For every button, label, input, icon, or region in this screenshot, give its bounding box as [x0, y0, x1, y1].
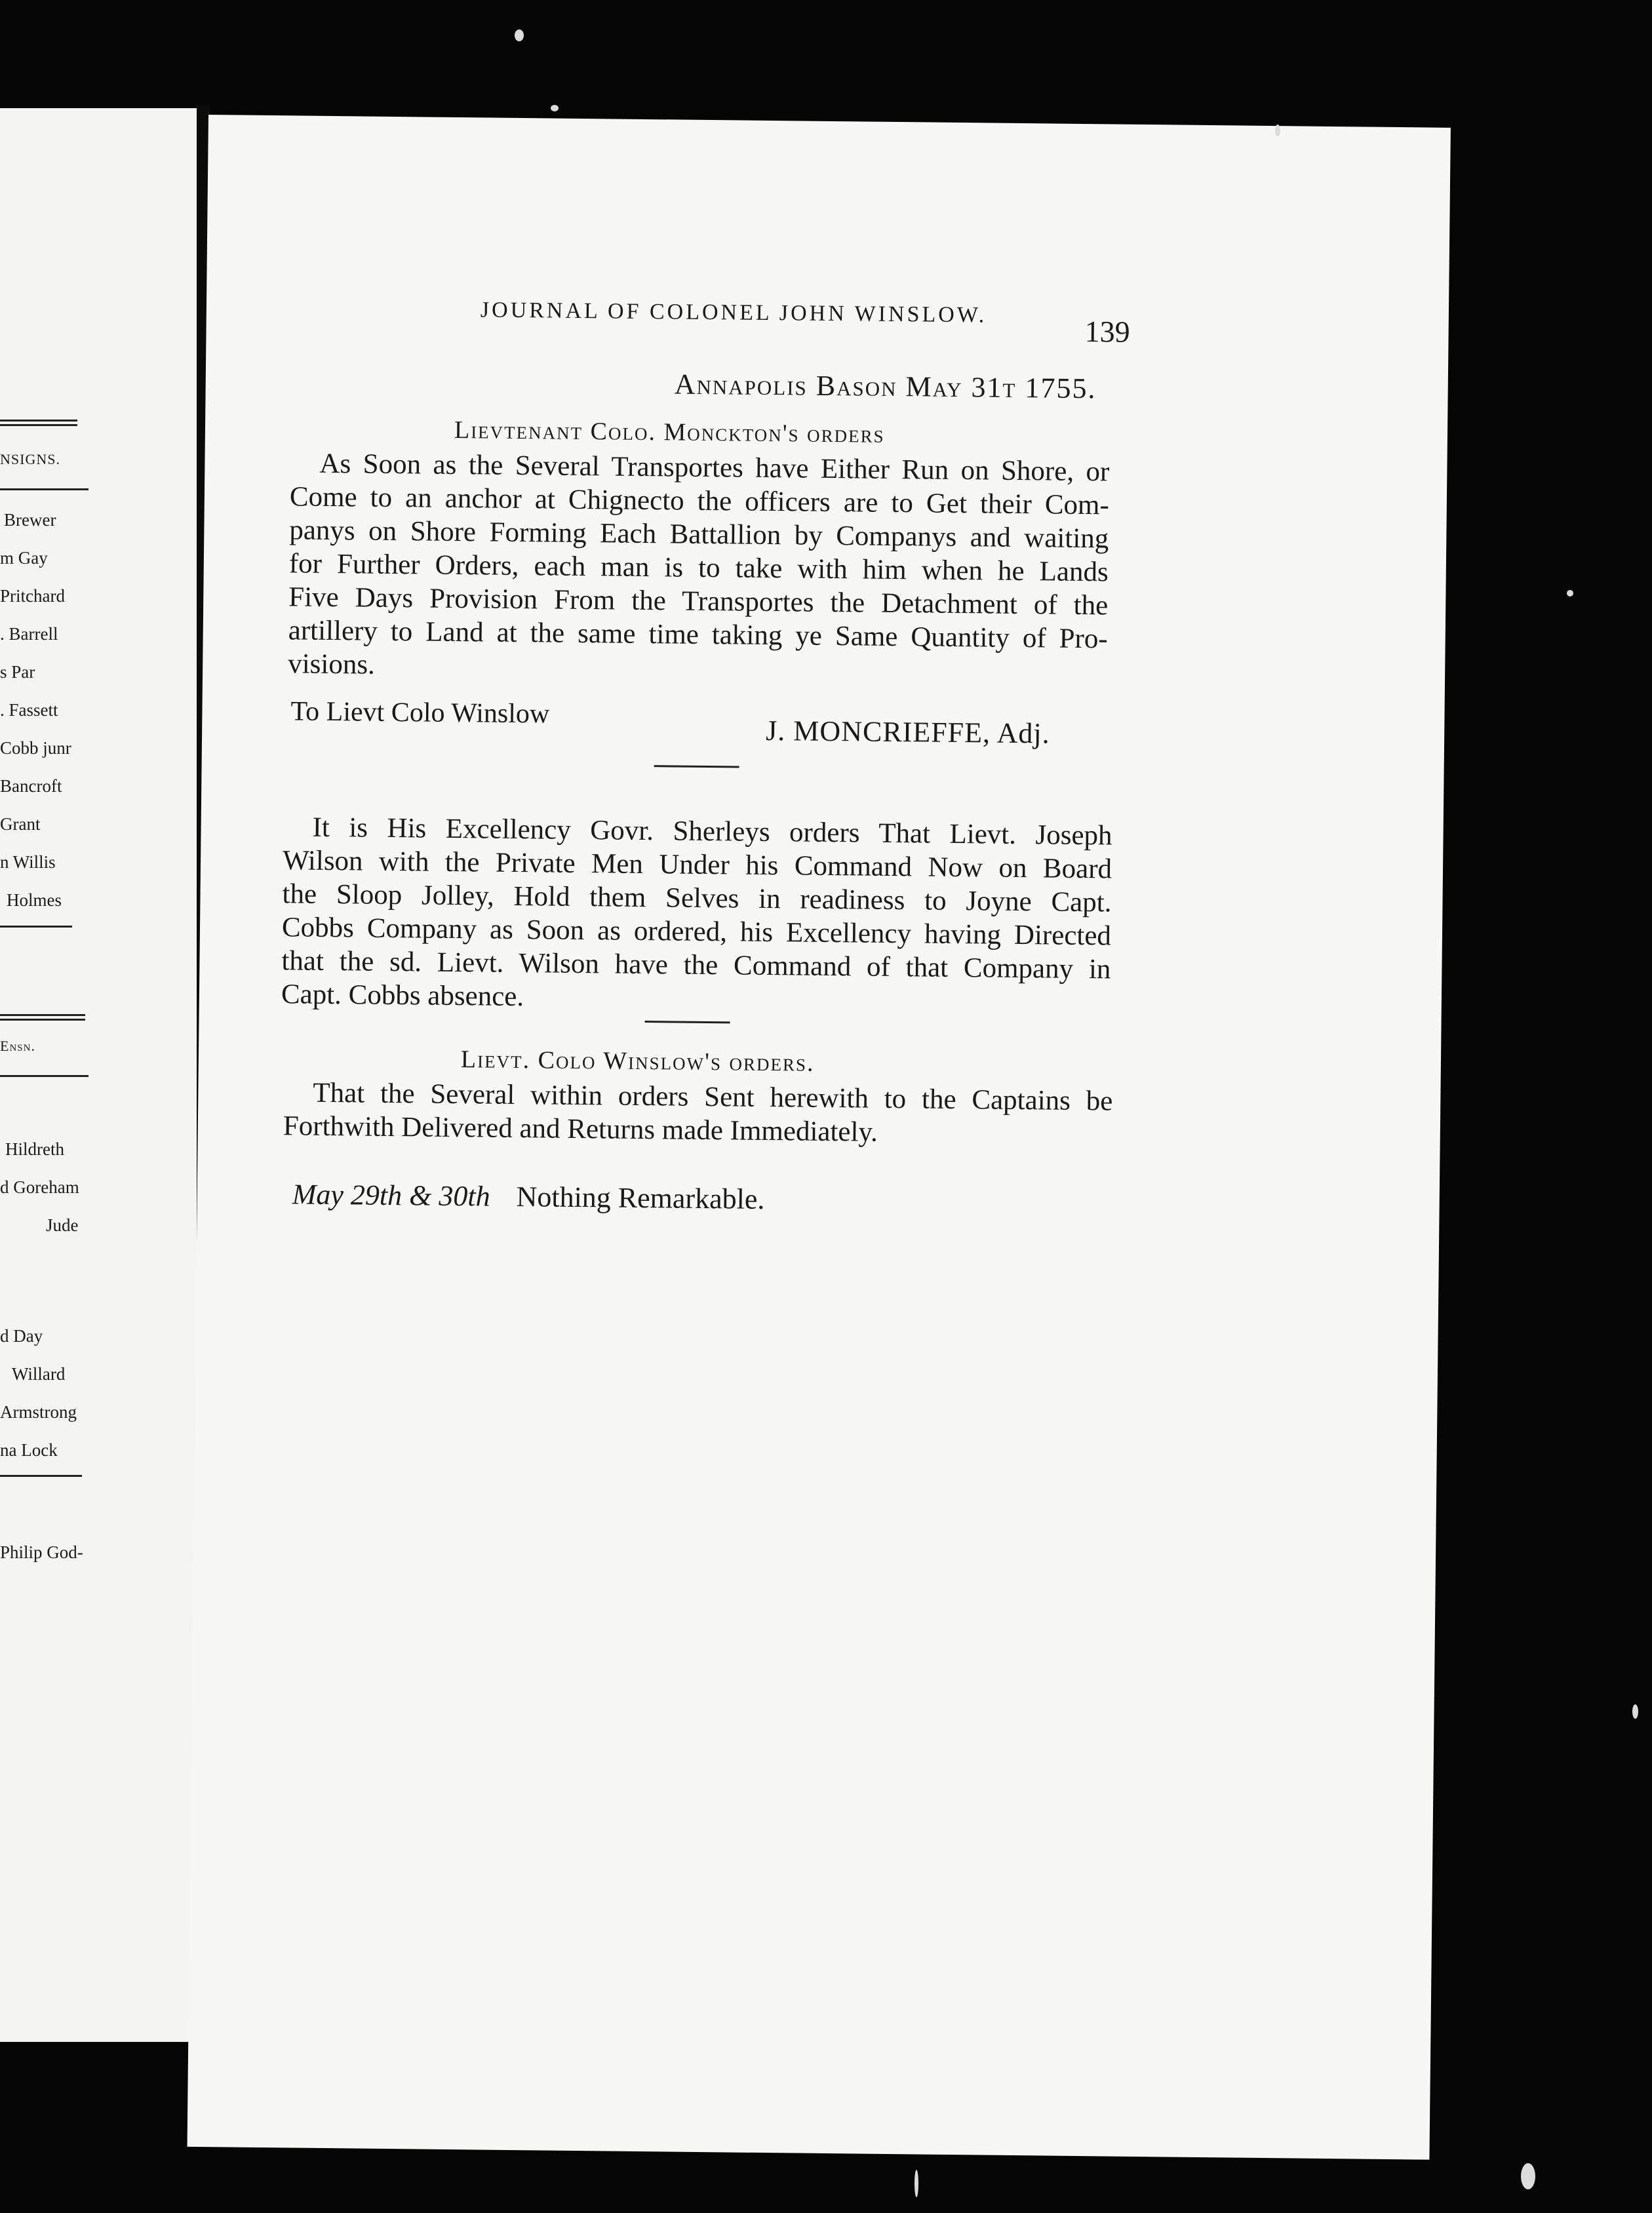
text-line: Wilson with the Private Men Under his Command Now on Board: [282, 845, 1112, 885]
text-line: visions.: [287, 648, 376, 680]
double-rule: [0, 420, 77, 426]
text-line: Five Days Provision From the Transportes the Detachment of the: [288, 581, 1109, 621]
final-entry: [292, 1177, 764, 1216]
double-rule: [0, 1014, 85, 1021]
left-name: Brewer: [4, 510, 56, 530]
left-name: . Barrell: [0, 624, 58, 644]
scan-speck: [1632, 1704, 1638, 1719]
winslow-orders-paragraph: [283, 1076, 1113, 1151]
text-line: panys on Shore Forming Each Battallion by Companys and waiting: [289, 515, 1109, 555]
text-line: As Soon as the Several Transportes have Either Run on Shore, or: [319, 448, 1110, 488]
scan-speck: [1521, 2163, 1535, 2189]
book-page-139: [187, 115, 1451, 2160]
left-heading-ensn: Ensn.: [0, 1038, 35, 1054]
section-heading-winslow-orders: Lievt. Colo Winslow's orders.: [460, 1046, 815, 1077]
text-line: that the sd. Lievt. Wilson have the Command of that Company in: [281, 945, 1111, 985]
text-line: It is His Excellency Govr. Sherleys orders That Lievt. Joseph: [312, 812, 1112, 852]
rule: [0, 1075, 88, 1077]
scan-speck: [1567, 590, 1573, 597]
scan-speck: [515, 29, 524, 41]
left-name: . Fassett: [0, 700, 58, 720]
left-name: n Willis: [0, 852, 56, 872]
page-number: 139: [1084, 315, 1130, 349]
rule: [0, 1475, 82, 1477]
text-line: Capt. Cobbs absence.: [281, 979, 524, 1013]
section-divider: [645, 1021, 730, 1023]
scan-speck: [1275, 125, 1280, 136]
left-name: Jude: [46, 1215, 79, 1235]
monckton-orders-paragraph: [288, 446, 1110, 689]
sherley-orders-paragraph: [281, 810, 1112, 1019]
left-name: d Day: [0, 1326, 43, 1346]
signature: J. MONCRIEFFE, Adj.: [765, 714, 1050, 750]
text-line: artillery to Land at the same time taking ye Same Quantity of Pro-: [288, 615, 1108, 655]
left-heading-ensigns: NSIGNS.: [0, 451, 60, 467]
text-line: Cobbs Company as Soon as ordered, his Excellency having Directed: [281, 912, 1112, 952]
left-name: m Gay: [0, 548, 48, 568]
addressee-line: To Lievt Colo Winslow: [290, 696, 550, 730]
final-entry-text: Nothing Remarkable.: [516, 1181, 765, 1215]
rule: [0, 926, 72, 928]
left-name: na Lock: [0, 1440, 58, 1460]
text-line: for Further Orders, each man is to take with him when he Lands: [288, 548, 1109, 588]
text-line: That the Several within orders Sent herewith to the Captains be: [313, 1077, 1113, 1117]
left-name: Holmes: [7, 890, 62, 910]
left-name: Hildreth: [5, 1139, 64, 1159]
final-entry-date: May 29th & 30th: [292, 1178, 490, 1213]
dateline: Annapolis Bason May 31t 1755.: [674, 368, 1097, 405]
text-line: Forthwith Delivered and Returns made Immediately.: [283, 1110, 878, 1148]
left-name: d Goreham: [0, 1177, 79, 1197]
left-footer-text: Philip God-: [0, 1542, 83, 1562]
left-name: Armstrong: [0, 1402, 77, 1422]
left-name: Pritchard: [0, 586, 65, 606]
left-facing-page: [0, 108, 202, 2042]
left-name: Cobb junr: [0, 738, 71, 758]
left-name: s Par: [0, 662, 35, 682]
scan-speck: [914, 2170, 918, 2197]
rule: [0, 488, 88, 490]
section-divider: [654, 765, 739, 768]
scan-speck: [551, 105, 559, 111]
left-name: Willard: [12, 1364, 66, 1384]
section-heading-monckton-orders: Lievtenant Colo. Monckton's orders: [454, 416, 885, 448]
running-head: JOURNAL OF COLONEL JOHN WINSLOW.: [480, 298, 987, 328]
left-name: Grant: [0, 814, 41, 834]
text-line: Come to an anchor at Chignecto the officers are to Get their Com-: [289, 481, 1110, 521]
left-name: Bancroft: [0, 776, 62, 796]
text-line: the Sloop Jolley, Hold them Selves in readiness to Joyne Capt.: [282, 878, 1112, 918]
